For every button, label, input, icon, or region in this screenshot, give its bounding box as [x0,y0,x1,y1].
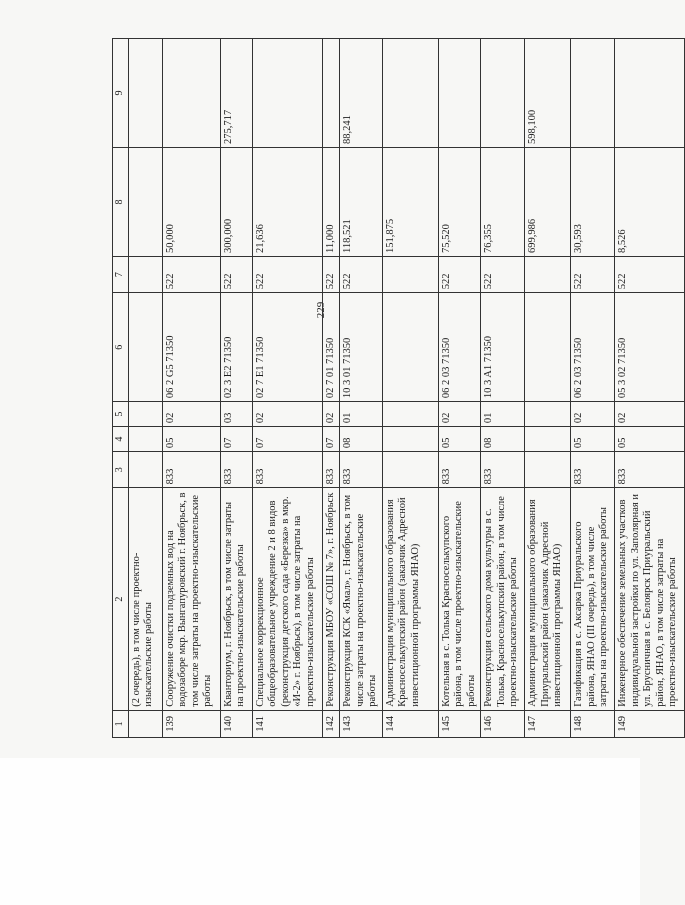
row-col9 [128,39,162,148]
row-number: 148 [571,710,615,737]
row-col8: 300,000 [220,148,252,257]
row-col6: 10 3 01 71350 [340,293,383,402]
row-col4: 07 [252,427,322,452]
row-col5: 02 [615,402,685,427]
row-col4: 05 [162,427,220,452]
row-col9 [382,39,438,148]
row-col8: 21,636 [252,148,322,257]
row-name: Реконструкция МБОУ «СОШ № 7», г. Ноябрьск [322,488,340,710]
row-col3: 833 [162,452,220,488]
column-header: 4 [113,427,129,452]
header-row [113,39,129,738]
table-body [128,39,685,738]
row-col8: 11,000 [322,148,340,257]
table-row [162,39,220,738]
column-header: 8 [113,148,129,257]
row-col7 [382,256,438,292]
page-number: 229 [315,301,327,319]
rotated-table-container [112,38,678,738]
row-number: 140 [220,710,252,737]
row-col4 [525,427,571,452]
row-col8: 75,520 [438,148,481,257]
table-row [571,39,615,738]
row-col9 [252,39,322,148]
column-header: 6 [113,293,129,402]
row-col7: 522 [481,256,525,292]
row-number: 144 [382,710,438,737]
row-number: 139 [162,710,220,737]
row-col6: 06 2 03 71350 [438,293,481,402]
row-col4: 05 [571,427,615,452]
row-col8: 76,355 [481,148,525,257]
row-col9 [481,39,525,148]
column-header: 3 [113,452,129,488]
row-name: Реконструкция сельского дома культуры в с. Толька, Красноселькупский район, в том числе проектно-изыскательские работы [481,488,525,710]
row-col6: 02 7 E1 71350 [252,293,322,402]
table-row [438,39,481,738]
row-col6 [382,293,438,402]
row-col4: 07 [322,427,340,452]
row-col7: 522 [571,256,615,292]
column-header: 1 [113,710,129,737]
row-col9 [162,39,220,148]
row-col9 [571,39,615,148]
row-col3: 833 [615,452,685,488]
row-col4: 05 [615,427,685,452]
row-col5: 02 [571,402,615,427]
row-name: Сооружение очистки подземных вод на водозаборе мкр. Вынгапуровский г. Ноябрьск, в том числе затраты на проектно-изыскательские работы [162,488,220,710]
blank-margin [0,758,640,905]
row-col9: 275,717 [220,39,252,148]
row-col6 [525,293,571,402]
row-col3: 833 [438,452,481,488]
row-col3: 833 [481,452,525,488]
row-col3: 833 [220,452,252,488]
row-col7 [525,256,571,292]
table-row [252,39,322,738]
budget-table [112,38,685,738]
row-col6: 02 7 01 71350 [322,293,340,402]
row-col5: 01 [481,402,525,427]
row-name: Специальное коррекционное общеобразовательное учреждение 2 и 8 видов (реконструкция детского сада «Березка» в мкр. «И-2» г. Ноябрьск), в том числе затраты на проектно-изыскательские работы [252,488,322,710]
row-number: 146 [481,710,525,737]
row-col5: 02 [252,402,322,427]
row-col6: 05 3 02 71350 [615,293,685,402]
row-col5: 02 [438,402,481,427]
table-row [220,39,252,738]
row-col9 [322,39,340,148]
row-col7: 522 [340,256,383,292]
row-number [128,710,162,737]
row-col9: 598,100 [525,39,571,148]
row-col9 [615,39,685,148]
row-col5: 01 [340,402,383,427]
row-number: 141 [252,710,322,737]
table-row [322,39,340,738]
table-row [382,39,438,738]
row-col6 [128,293,162,402]
row-col4: 05 [438,427,481,452]
row-col3 [525,452,571,488]
row-col8: 699,986 [525,148,571,257]
row-name: Администрация муниципального образования Красноселькупский район (заказчик Адресной инвестиционной программы ЯНАО) [382,488,438,710]
row-number: 147 [525,710,571,737]
row-col8: 8,526 [615,148,685,257]
row-col3 [128,452,162,488]
table-row [525,39,571,738]
row-col5: 02 [322,402,340,427]
row-name: Кванториум, г. Ноябрьск, в том числе затраты на проектно-изыскательские работы [220,488,252,710]
row-col4 [128,427,162,452]
row-col8: 30,593 [571,148,615,257]
column-header: 5 [113,402,129,427]
row-name: Администрация муниципального образования Приуральский район (заказчик Адресной инвестиционной программы ЯНАО) [525,488,571,710]
row-col7: 522 [252,256,322,292]
row-name: Реконструкция КСК «Ямал», г. Ноябрьск, в том числе затраты на проектно-изыскательские работы [340,488,383,710]
table-row [340,39,383,738]
column-header: 9 [113,39,129,148]
row-col4: 08 [481,427,525,452]
row-col8: 118,521 [340,148,383,257]
table-row [615,39,685,738]
row-col5 [128,402,162,427]
row-col8: 50,000 [162,148,220,257]
row-number: 142 [322,710,340,737]
row-name: Инженерное обеспечение земельных участков индивидуальной застройки по ул. Заполярная и ул. Брусничная в с. Белоярск Приуральский район, ЯНАО, в том числе затраты на проектно-изыскательские работы [615,488,685,710]
row-col5 [382,402,438,427]
table-row [481,39,525,738]
row-col7: 522 [322,256,340,292]
row-name: (2 очередь), в том числе проектно-изыскательские работы [128,488,162,710]
column-header: 2 [113,488,129,710]
row-col3: 833 [322,452,340,488]
row-col7 [128,256,162,292]
row-col9 [438,39,481,148]
row-col5: 03 [220,402,252,427]
row-number: 143 [340,710,383,737]
row-col6: 06 2 03 71350 [571,293,615,402]
row-col7: 522 [162,256,220,292]
row-col3: 833 [252,452,322,488]
row-col7: 522 [615,256,685,292]
row-name: Котельная в с. Толька Красноселькупского района, в том числе проектно-изыскательские работы [438,488,481,710]
row-col7: 522 [220,256,252,292]
row-col6: 02 3 E2 71350 [220,293,252,402]
row-col5 [525,402,571,427]
table-row [128,39,162,738]
row-col4 [382,427,438,452]
row-col9: 88,241 [340,39,383,148]
row-col4: 07 [220,427,252,452]
row-name: Газификация в с. Аксарка Приуральского района, ЯНАО (III очередь), в том числе затраты на проектно-изыскательские работы [571,488,615,710]
column-header: 7 [113,256,129,292]
row-col7: 522 [438,256,481,292]
row-col4: 08 [340,427,383,452]
row-col3: 833 [340,452,383,488]
row-col6: 06 2 G5 71350 [162,293,220,402]
row-col3: 833 [571,452,615,488]
row-col3 [382,452,438,488]
row-number: 145 [438,710,481,737]
row-col8: 151,875 [382,148,438,257]
row-col6: 10 3 A1 71350 [481,293,525,402]
row-col5: 02 [162,402,220,427]
row-number: 149 [615,710,685,737]
row-col8 [128,148,162,257]
